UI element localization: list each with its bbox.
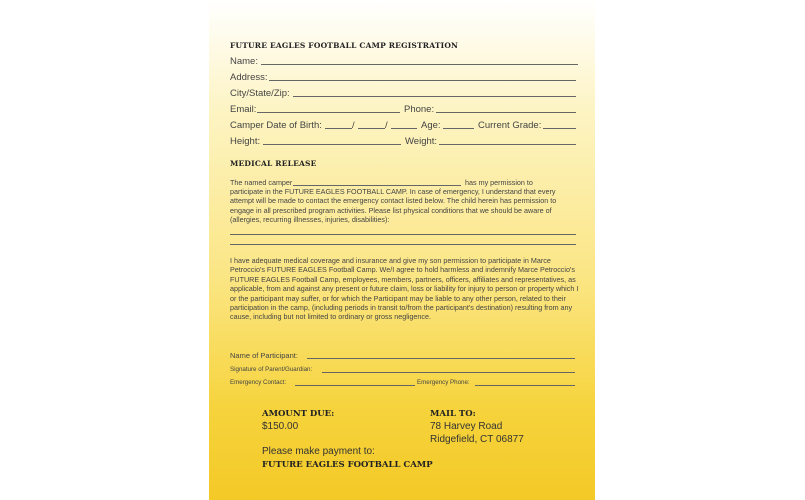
medical-release-heading: MEDICAL RELEASE (230, 159, 317, 168)
height-label: Height: (230, 136, 261, 147)
address-field[interactable] (269, 80, 576, 81)
name-field[interactable] (261, 64, 578, 65)
current-grade-field[interactable] (543, 128, 576, 129)
height-field[interactable] (263, 144, 401, 145)
emergency-contact-label: Emergency Contact: (230, 379, 287, 386)
mail-address-line-2: Ridgefield, CT 06877 (430, 434, 524, 445)
dob-separator-1: / (352, 120, 355, 131)
city-state-zip-label: City/State/Zip: (230, 88, 290, 99)
name-label: Name: (230, 56, 258, 67)
payment-instruction: Please make payment to: (262, 446, 375, 457)
city-state-zip-field[interactable] (293, 96, 576, 97)
emergency-contact-field[interactable] (295, 385, 415, 386)
dob-year-field[interactable] (391, 128, 417, 129)
emergency-phone-label: Emergency Phone: (417, 379, 470, 386)
amount-due-label: AMOUNT DUE: (262, 409, 335, 419)
phone-label: Phone: (404, 104, 435, 115)
dob-separator-2: / (385, 120, 388, 131)
conditions-line-2[interactable] (230, 244, 576, 245)
named-camper-label: The named camper (230, 178, 293, 187)
emergency-phone-field[interactable] (475, 385, 575, 386)
conditions-line-1[interactable] (230, 234, 576, 235)
age-field[interactable] (443, 128, 474, 129)
named-camper-field[interactable] (293, 185, 461, 186)
current-grade-label: Current Grade: (478, 120, 542, 131)
address-label: Address: (230, 72, 268, 83)
dob-month-field[interactable] (325, 128, 352, 129)
medical-release-paragraph: participate in the FUTURE EAGLES FOOTBALL CAMP. In case of emergency, I understand that every attempt will be made to contact the emergency contact listed below. The child herein has permission to engage in all prescribed program activities. Please list physical conditions that we should be aware of (allergies, recurring illnesses, injuries, disabilities): (230, 187, 557, 225)
participant-name-field[interactable] (307, 358, 575, 359)
weight-field[interactable] (439, 144, 576, 145)
dob-day-field[interactable] (358, 128, 385, 129)
signature-label: Signature of Parent/Guardian: (230, 366, 313, 373)
form-title: FUTURE EAGLES FOOTBALL CAMP REGISTRATION (230, 41, 459, 50)
participant-name-label: Name of Participant: (230, 351, 298, 360)
camper-dob-label: Camper Date of Birth: (230, 120, 322, 131)
signature-field[interactable] (322, 372, 575, 373)
payee-name: FUTURE EAGLES FOOTBALL CAMP (262, 460, 433, 470)
weight-label: Weight: (405, 136, 438, 147)
liability-paragraph: I have adequate medical coverage and insurance and give my son permission to participate in Marce Petroccio's FUTURE EAGLES Football Camp. We/I agree to hold harmless and indemnify Marce Petroccio's FUTURE EAGLES Football Camp, employees, members, partners, officers, affiliates and representatives, as applicable, from and against any present or future claim, loss or liability for injury to person or property which I or the participant may suffer, or for which the Participant may be liable to any other person, related to their participation in the camp, (including periods in transit to/from the participant's destination) resulting from any cause, including but not limited to ordinary or gross negligence. (230, 256, 579, 322)
phone-field[interactable] (436, 112, 576, 113)
mail-to-label: MAIL TO: (430, 409, 476, 419)
registration-form (209, 0, 595, 500)
email-label: Email: (230, 104, 257, 115)
mail-address-line-1: 78 Harvey Road (430, 421, 503, 432)
email-field[interactable] (257, 112, 400, 113)
age-label: Age: (421, 120, 441, 131)
permission-text: has my permission to (465, 178, 533, 187)
amount-due-value: $150.00 (262, 421, 299, 432)
